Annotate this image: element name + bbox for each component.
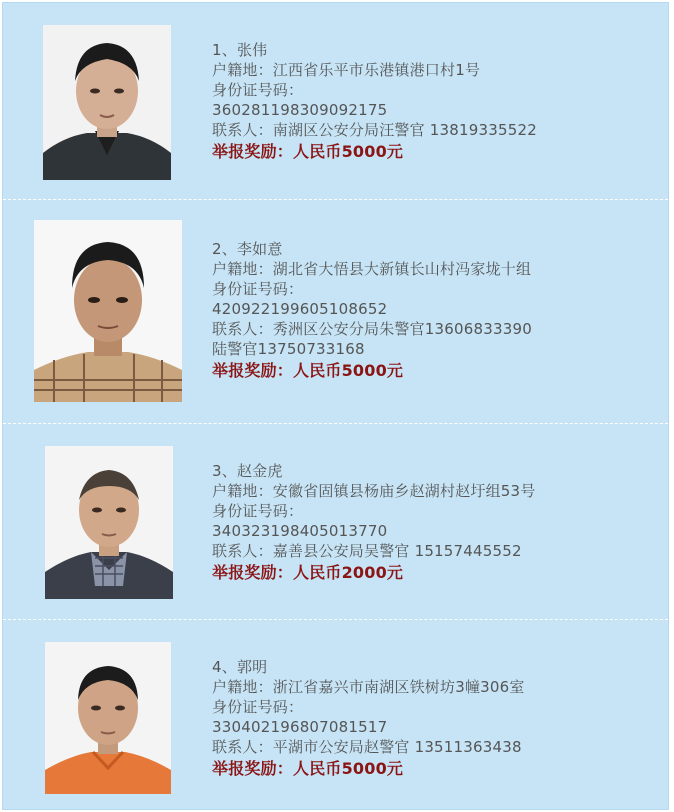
residence: 户籍地：江西省乐平市乐港镇港口村1号 [212, 61, 481, 79]
wanted-notice-panel [2, 2, 669, 810]
person-card-4 [3, 620, 668, 811]
id-label: 身份证号码： [212, 502, 304, 520]
reward: 举报奖励：人民币5000元 [212, 361, 404, 380]
id-label: 身份证号码： [212, 698, 304, 716]
contact: 联系人：秀洲区公安分局朱警官13606833390 [212, 320, 532, 338]
person-photo-2 [34, 220, 182, 402]
person-photo-1 [43, 25, 171, 180]
residence: 户籍地：浙江省嘉兴市南湖区铁树坊3幢306室 [212, 678, 525, 696]
reward: 举报奖励：人民币2000元 [212, 563, 404, 582]
person-photo-3 [45, 446, 173, 599]
id-number: 420922199605108652 [212, 300, 388, 318]
person-card-2 [3, 200, 668, 424]
person-name: 2、李如意 [212, 240, 283, 258]
person-name: 1、张伟 [212, 41, 268, 59]
id-label: 身份证号码： [212, 81, 304, 99]
residence: 户籍地：安徽省固镇县杨庙乡赵湖村赵圩组53号 [212, 482, 536, 500]
person-card-3 [3, 424, 668, 620]
id-number: 330402196807081517 [212, 718, 388, 736]
contact: 联系人：嘉善县公安局吴警官 15157445552 [212, 542, 522, 560]
reward: 举报奖励：人民币5000元 [212, 142, 404, 161]
person-card-1 [3, 3, 668, 200]
reward: 举报奖励：人民币5000元 [212, 759, 404, 778]
person-name: 4、郭明 [212, 658, 268, 676]
contact-extra: 陆警官13750733168 [212, 340, 365, 358]
id-label: 身份证号码： [212, 280, 304, 298]
contact: 联系人：平湖市公安局赵警官 13511363438 [212, 738, 522, 756]
id-number: 340323198405013770 [212, 522, 388, 540]
contact: 联系人：南湖区公安分局汪警官 13819335522 [212, 121, 537, 139]
person-photo-4 [45, 642, 171, 794]
residence: 户籍地：湖北省大悟县大新镇长山村冯家垅十组 [212, 260, 532, 278]
person-name: 3、赵金虎 [212, 462, 283, 480]
id-number: 360281198309092175 [212, 101, 388, 119]
